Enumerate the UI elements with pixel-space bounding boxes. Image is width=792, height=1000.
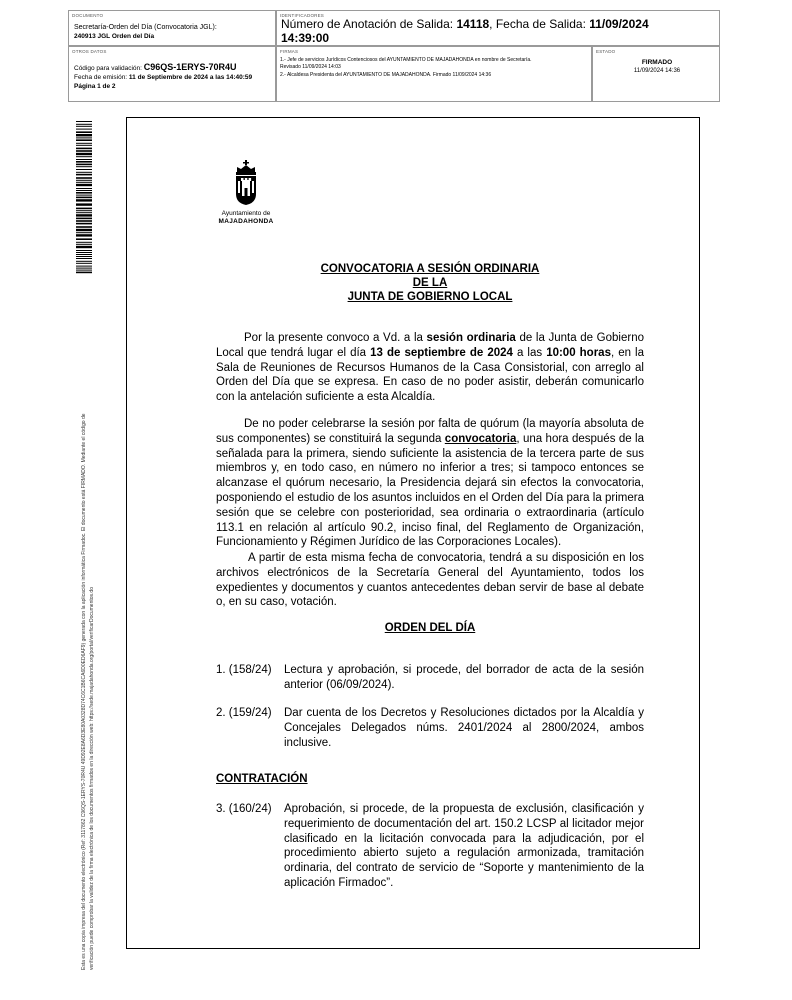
coat-of-arms-icon [233,160,259,206]
para1-bold-fecha: 13 de septiembre de 2024 [370,346,513,359]
estado-label: ESTADO [596,49,616,54]
verification-side-text [80,300,96,970]
estado-cell [592,46,720,102]
logo-line-1: Ayuntamiento de [221,210,271,217]
ayuntamiento-logo [213,160,279,232]
barcode-image [76,121,92,275]
para2-text-1: De no poder celebrarse la sesión por falta de quórum (la mayoría absoluta de sus componentes) se constituirá la segunda [216,418,644,445]
paragraph-quorum [216,417,644,550]
document-title-line-3: JUNTA DE GOBIERNO LOCAL [347,291,513,303]
anotacion-salida [281,17,717,45]
para1-bold-hora: 10:00 horas [546,346,611,359]
page-indicator: Página 1 de 2 [74,83,116,90]
para2-bold-convocatoria: convocatoria [444,432,517,445]
documento-cell [68,10,276,46]
firma-1: 1.- Jefe de servicios Jurídicos Contenciosos del AYUNTAMIENTO DE MAJADAHONDA en nombre de Secretaría. [280,57,532,63]
estado-badge: FIRMADO [641,59,673,66]
fecha-prefix: , Fecha de Salida: [489,17,590,31]
para1-text-2: de la Junta de Gobierno Local que tendrá lugar el día [216,332,644,359]
firma-2: 2.- Alcaldesa Presidenta del AYUNTAMIENTO DE MAJADAHONDA. Firmado 11/09/2024 14:36 [280,72,492,78]
logo-line-2: MAJADAHONDA [218,218,274,225]
anotacion-numero: 14118 [456,17,490,31]
identificadores-cell [276,10,720,46]
documento-title: Secretaría-Orden del Día (Convocatoria JGL): [74,24,217,31]
item-3-number: 3. (160/24) [216,803,272,815]
document-title-line-2: DE LA [412,277,448,289]
firmas-cell [276,46,592,102]
side-text-line-2: verificación puede comprobar la validez de la firma electrónica de los documentos firmados en la dirección web: https://sede.majadahonda.org/portal/verificarDocumentos.do [89,587,95,970]
para1-bold-sesion: sesión ordinaria [426,332,516,344]
codigo-prefix: Código para validación: [74,65,144,72]
item-1-number: 1. (158/24) [216,664,272,676]
otros-datos-label: OTROS DATOS [72,49,107,54]
paragraph-disposicion: A partir de esta misma fecha de convocatoria, tendrá a su disposición en los archivos electrónicos de la Secretaría General del Ayuntamiento, todos los expedientes y documentos y cuantos antecedentes deban servir de base al debate o, en su caso, votación. [216,552,644,609]
item-3-text: Aprobación, si procede, de la propuesta de exclusión, clasificación y requerimiento de documentación del art. 150.2 LCSP al licitador mejor clasificado en la licitación convocada para la adjudicación, por el procedimiento abierto sujeto a regulación armonizada, tramitación ordinaria, del contrato de servicio de “Soporte y mantenimiento de la aplicación Firmadoc”. [284,803,644,889]
identificadores-label: IDENTIFICADORES [280,13,325,18]
para1-text-1: Por la presente convoco a Vd. a la [244,332,427,344]
para2-text-2: , una hora después de la señalada para la primera, siendo suficiente la asistencia de la tercera parte de sus miembros y, en todo caso, en número no inferior a tres; si tampoco entonces se alcanzase el quórum necesario, la Presidencia dejará sin efectos la convocatoria, posponiendo el estudio de los asuntos incluidos en el Orden del Día para la primera sesión que se celebre con posterioridad, sea ordinaria o extraordinaria (artículo 113.1 en relación al artículo 90.2, inciso final, del Reglamento de Organización, Funcionamiento y Régimen Jurídico de las Corporaciones Locales). [216,432,644,549]
documento-label: DOCUMENTO [72,13,104,18]
para1-text-3: a las [512,346,547,359]
codigo-validacion [74,62,236,72]
para1-text-4: , en la Sala de Reuniones de Recursos Humanos de la Casa Consistorial, con arreglo al Orden del Día que se expresa. En caso de no poder asistir, deberán comunicarlo con la antelación suficiente a esta Alcaldía. [216,346,645,404]
firmas-label: FIRMAS [280,49,299,54]
document-header [68,10,720,102]
hora-salida: 14:39:00 [281,31,330,45]
paragraph-convocatoria [216,331,644,405]
orden-del-dia-heading: ORDEN DEL DÍA [384,622,476,634]
document-title-line-1: CONVOCATORIA A SESIÓN ORDINARIA [320,263,540,275]
anotacion-prefix: Número de Anotación de Salida: [281,17,457,31]
item-2-text: Dar cuenta de los Decretos y Resoluciones dictados por la Alcaldía y Concejales Delegados núms. 2401/2024 al 2800/2024, ambos inclusive. [284,707,644,749]
side-text-line-1: Esta es una copia impresa del documento electrónico (Ref: 3117862 C96QS-1ERYS-70R4U 49D92E8A6D3E80A0328D74C6C1B6CA6D0ED6AF9) generada con la aplicación informática Firmadoc. El documento está FIRMADO. Mediante el código de [81,413,87,970]
codigo-value[interactable]: C96QS-1ERYS-70R4U [143,62,237,72]
otros-datos-cell [68,46,276,102]
section-contratacion-heading: CONTRATACIÓN [216,773,308,785]
estado-fecha: 11/09/2024 14:36 [633,68,681,74]
item-2-number: 2. (159/24) [216,707,272,719]
documento-subtitle: 240913 JGL Orden del Día [74,33,155,40]
firma-1-revisado: Revisado 11/09/2024 14:03 [280,64,341,70]
fecha-emision-value: 11 de Septiembre de 2024 a las 14:40:59 [128,74,253,81]
fecha-emision [74,74,252,81]
fecha-salida: 11/09/2024 [589,17,649,31]
item-1-text: Lectura y aprobación, si procede, del borrador de acta de la sesión anterior (06/09/2024). [284,664,644,691]
fecha-emision-prefix: Fecha de emisión: [74,74,129,81]
